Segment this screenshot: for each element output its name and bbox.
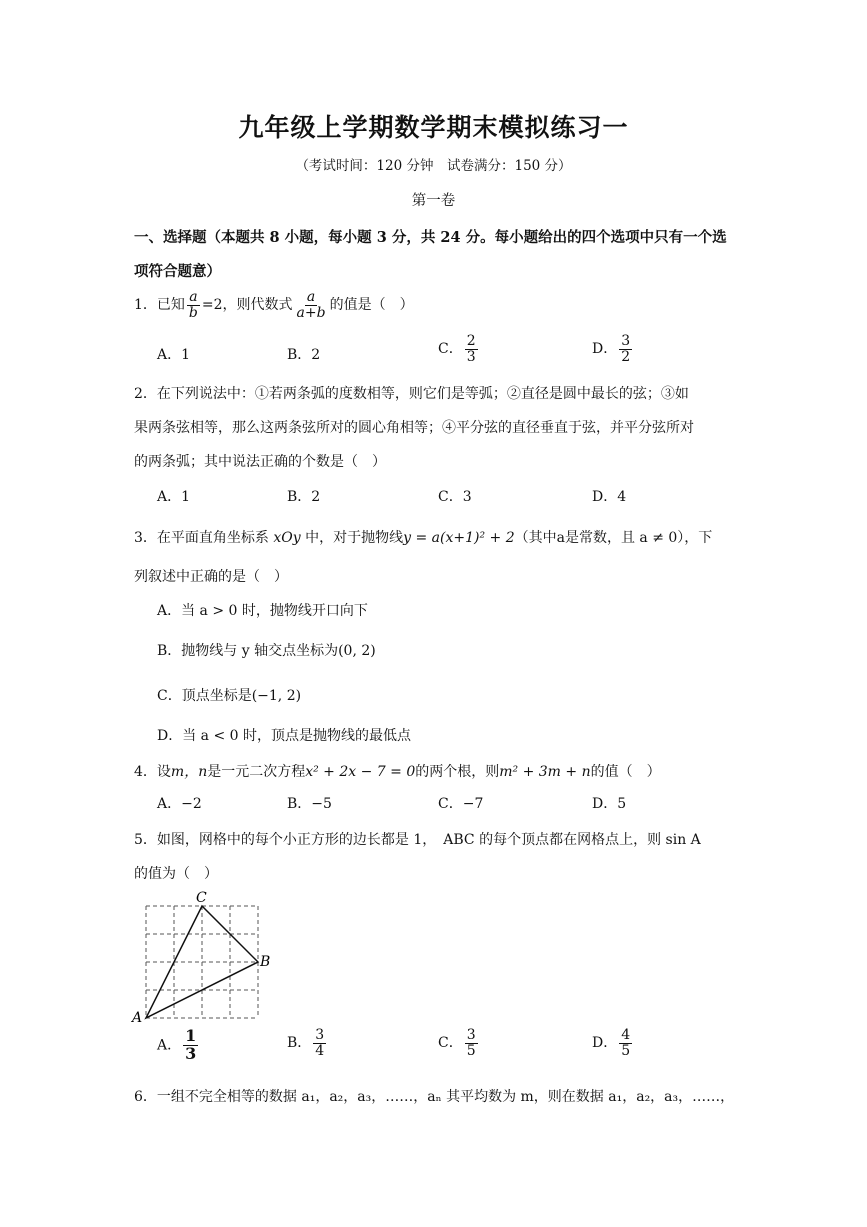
q3-option-d: D．当 a < 0 时，顶点是抛物线的最低点 <box>157 728 412 744</box>
question-5-line1: 5．如图，网格中的每个小正方形的边长都是 1， ABC 的每个顶点都在网格点上，则 sin A <box>134 832 701 848</box>
q1-option-d <box>592 334 634 364</box>
question-5-line2: 的值为（ ） <box>134 866 218 882</box>
q5-b-den: 4 <box>315 1042 325 1059</box>
q1-option-c-label: C． <box>438 341 463 358</box>
vertex-label-a: A <box>132 1010 143 1026</box>
q1-c-den: 3 <box>466 348 476 365</box>
q1-text-post: 的值是（ ） <box>329 297 414 314</box>
q3-option-b: B．抛物线与 y 轴交点坐标为(0, 2) <box>157 643 376 659</box>
q1-option-d-label: D． <box>592 341 618 358</box>
q1-d-num: 3 <box>621 333 631 349</box>
q5-option-c-fraction <box>465 1028 478 1058</box>
q3-text-pre: 3．在平面直角坐标系 <box>134 530 269 546</box>
q5-c-num: 3 <box>466 1027 476 1043</box>
vertex-label-b: B <box>260 954 271 970</box>
q1-f2-denominator: a+b <box>296 304 326 321</box>
q3-text-post: （其中a是常数，且 a ≠ 0），下 <box>514 530 713 546</box>
q3-parabola-formula: y = a(x+1)² + 2 <box>403 530 515 546</box>
q1-text-pre: 1．已知 <box>134 297 185 314</box>
page-title: 九年级上学期数学期末模拟练习一 <box>238 113 629 142</box>
q1-option-a <box>157 344 190 364</box>
q2-option-b: B．2 <box>287 489 321 505</box>
q1-fraction-a-over-b <box>187 290 200 320</box>
q5-option-c-label: C． <box>438 1035 463 1052</box>
exam-info: （考试时间：120 分钟 试卷满分：150 分） <box>295 158 572 174</box>
q1-option-d-fraction <box>619 334 632 364</box>
section-heading-line1: 一、选择题（本题共 8 小题，每小题 3 分，共 24 分。每小题给出的四个选项中只有一个选 <box>134 229 727 246</box>
q5-option-b-fraction <box>313 1028 326 1058</box>
q1-c-num: 2 <box>466 333 476 349</box>
q4-option-c: C．−7 <box>438 796 484 812</box>
q4-text-mid2: 的两个根，则 <box>415 764 500 780</box>
q4-option-d: D．5 <box>592 796 627 812</box>
volume-heading: 第一卷 <box>411 193 456 209</box>
q1-text-mid: =2，则代数式 <box>201 297 293 314</box>
q3-coordinate-system: xOy <box>273 530 301 546</box>
q2-option-a: A．1 <box>157 489 191 505</box>
q4-option-b: B．−5 <box>287 796 332 812</box>
q5-d-den: 5 <box>621 1042 631 1059</box>
q2-option-d: D．4 <box>592 489 627 505</box>
q2-option-c: C．3 <box>438 489 472 505</box>
q1-f1-numerator: a <box>189 289 198 305</box>
q1-f2-numerator: a <box>306 289 316 305</box>
q1-fraction-expression <box>295 290 328 320</box>
q1-option-b-value: 2 <box>311 347 321 363</box>
q4-text-mid: 是一元二次方程 <box>207 764 306 780</box>
q3-option-a: A．当 a > 0 时，抛物线开口向下 <box>157 603 368 619</box>
q1-option-c-fraction <box>465 334 478 364</box>
q4-equation: x² + 2x − 7 = 0 <box>305 764 416 780</box>
q1-option-a-label: A． <box>157 347 182 363</box>
q4-variables: m，n <box>170 764 208 780</box>
q1-option-a-value: 1 <box>181 347 191 363</box>
q5-option-b <box>287 1028 328 1058</box>
q5-option-c <box>438 1028 480 1058</box>
q5-option-d-label: D． <box>592 1035 618 1052</box>
q1-d-den: 2 <box>621 348 631 365</box>
question-4 <box>134 761 661 781</box>
q5-option-a <box>157 1028 200 1063</box>
question-1 <box>134 290 414 320</box>
q4-option-a: A．−2 <box>157 796 202 812</box>
question-2-line3: 的两条弧；其中说法正确的个数是（ ） <box>134 454 386 470</box>
q5-a-num: 1 <box>185 1026 197 1045</box>
q5-option-d-fraction <box>619 1028 632 1058</box>
question-2-line2: 果两条弦相等，那么这两条弦所对的圆心角相等；④平分弦的直径垂直于弦，并平分弦所对 <box>134 420 694 436</box>
grid-lines <box>146 906 258 1018</box>
q5-option-a-fraction <box>183 1028 198 1063</box>
q5-b-num: 3 <box>315 1027 325 1043</box>
question-6-line1: 6．一组不完全相等的数据 a₁，a₂，a₃，……，aₙ 其平均数为 m，则在数据 a₁，a₂，a₃，……， <box>134 1089 735 1105</box>
q4-expression: m² + 3m + n <box>499 764 591 780</box>
vertex-label-c: C <box>196 890 207 906</box>
section-heading-line2: 项符合题意） <box>134 263 221 280</box>
grid-triangle-figure <box>128 886 278 1026</box>
q5-d-num: 4 <box>621 1027 631 1043</box>
q5-option-d <box>592 1028 634 1058</box>
q3-option-c: C．顶点坐标是(−1, 2) <box>157 688 302 704</box>
q1-f1-denominator: b <box>188 304 198 321</box>
question-3-line1 <box>134 527 712 547</box>
q1-option-c <box>438 334 480 364</box>
q5-option-a-label: A． <box>157 1037 182 1054</box>
q4-text-pre: 4．设 <box>134 764 171 780</box>
q4-text-post: 的值（ ） <box>590 764 661 780</box>
q5-c-den: 5 <box>466 1042 476 1059</box>
q5-option-b-label: B． <box>287 1035 312 1052</box>
question-3-line2: 列叙述中正确的是（ ） <box>134 569 288 585</box>
q3-text-mid: 中，对于抛物线 <box>305 530 404 546</box>
q1-option-b <box>287 344 320 364</box>
q5-a-den: 3 <box>185 1043 197 1063</box>
q1-option-b-label: B． <box>287 347 312 363</box>
question-2-line1: 2．在下列说法中：①若两条弧的度数相等，则它们是等弧；②直径是圆中最长的弦；③如 <box>134 386 689 402</box>
